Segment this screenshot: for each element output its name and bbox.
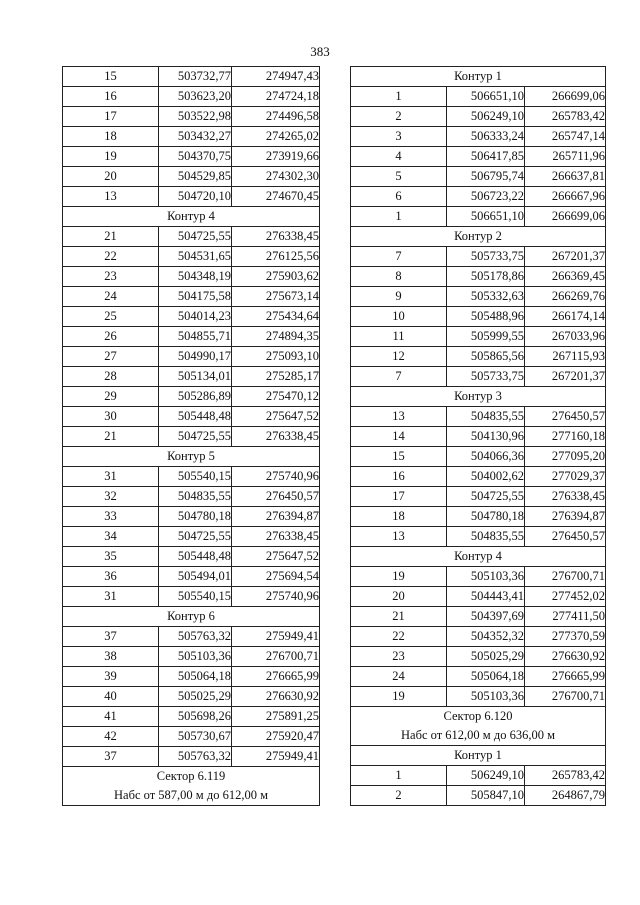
y-coordinate-cell: 266174,14 bbox=[525, 307, 606, 327]
point-number-cell: 27 bbox=[63, 347, 159, 367]
table-row bbox=[351, 307, 606, 327]
point-number-cell: 33 bbox=[63, 507, 159, 527]
x-coordinate-cell: 504780,18 bbox=[447, 507, 525, 527]
y-coordinate-cell: 275694,54 bbox=[232, 567, 320, 587]
table-row bbox=[63, 587, 320, 607]
table-row bbox=[63, 247, 320, 267]
x-coordinate-cell: 505178,86 bbox=[447, 267, 525, 287]
x-coordinate-cell: 505332,63 bbox=[447, 287, 525, 307]
point-number-cell: 32 bbox=[63, 487, 159, 507]
y-coordinate-cell: 276700,71 bbox=[232, 647, 320, 667]
x-coordinate-cell: 504175,58 bbox=[159, 287, 232, 307]
y-coordinate-cell: 265711,96 bbox=[525, 147, 606, 167]
x-coordinate-cell: 504370,75 bbox=[159, 147, 232, 167]
table-row bbox=[63, 527, 320, 547]
point-number-cell: 41 bbox=[63, 707, 159, 727]
x-coordinate-cell: 505064,18 bbox=[159, 667, 232, 687]
point-number-cell: 1 bbox=[351, 87, 447, 107]
point-number-cell: 21 bbox=[63, 427, 159, 447]
y-coordinate-cell: 276125,56 bbox=[232, 247, 320, 267]
y-coordinate-cell: 265783,42 bbox=[525, 107, 606, 127]
x-coordinate-cell: 505540,15 bbox=[159, 587, 232, 607]
point-number-cell: 24 bbox=[63, 287, 159, 307]
y-coordinate-cell: 266699,06 bbox=[525, 207, 606, 227]
x-coordinate-cell: 505865,56 bbox=[447, 347, 525, 367]
y-coordinate-cell: 276700,71 bbox=[525, 567, 606, 587]
y-coordinate-cell: 275949,41 bbox=[232, 747, 320, 767]
x-coordinate-cell: 504835,55 bbox=[447, 527, 525, 547]
table-row bbox=[63, 427, 320, 447]
point-number-cell: 14 bbox=[351, 427, 447, 447]
table-row bbox=[63, 147, 320, 167]
point-number-cell: 34 bbox=[63, 527, 159, 547]
table-row bbox=[63, 327, 320, 347]
y-coordinate-cell: 276450,57 bbox=[525, 407, 606, 427]
x-coordinate-cell: 504780,18 bbox=[159, 507, 232, 527]
table-row bbox=[63, 387, 320, 407]
table-row bbox=[63, 407, 320, 427]
y-coordinate-cell: 276450,57 bbox=[232, 487, 320, 507]
point-number-cell: 36 bbox=[63, 567, 159, 587]
y-coordinate-cell: 276450,57 bbox=[525, 527, 606, 547]
contour-header: Контур 3 bbox=[351, 387, 606, 407]
x-coordinate-cell: 504835,55 bbox=[447, 407, 525, 427]
y-coordinate-cell: 275740,96 bbox=[232, 467, 320, 487]
table-row bbox=[63, 487, 320, 507]
point-number-cell: 10 bbox=[351, 307, 447, 327]
x-coordinate-cell: 505540,15 bbox=[159, 467, 232, 487]
table-row bbox=[63, 707, 320, 727]
contour-header: Контур 4 bbox=[351, 547, 606, 567]
y-coordinate-cell: 277029,37 bbox=[525, 467, 606, 487]
table-row bbox=[63, 367, 320, 387]
y-coordinate-cell: 267201,37 bbox=[525, 247, 606, 267]
table-row bbox=[351, 367, 606, 387]
x-coordinate-cell: 505763,32 bbox=[159, 627, 232, 647]
table-row bbox=[63, 267, 320, 287]
y-coordinate-cell: 265783,42 bbox=[525, 766, 606, 786]
x-coordinate-cell: 506795,74 bbox=[447, 167, 525, 187]
table-row bbox=[351, 667, 606, 687]
contour-header: Контур 1 bbox=[351, 746, 606, 766]
y-coordinate-cell: 277452,02 bbox=[525, 587, 606, 607]
point-number-cell: 15 bbox=[63, 67, 159, 87]
table-row bbox=[63, 127, 320, 147]
point-number-cell: 20 bbox=[351, 587, 447, 607]
point-number-cell: 30 bbox=[63, 407, 159, 427]
x-coordinate-cell: 503732,77 bbox=[159, 67, 232, 87]
point-number-cell: 17 bbox=[351, 487, 447, 507]
x-coordinate-cell: 505847,10 bbox=[447, 786, 525, 806]
x-coordinate-cell: 505763,32 bbox=[159, 747, 232, 767]
table-row bbox=[351, 507, 606, 527]
y-coordinate-cell: 274947,43 bbox=[232, 67, 320, 87]
x-coordinate-cell: 505025,29 bbox=[447, 647, 525, 667]
x-coordinate-cell: 506417,85 bbox=[447, 147, 525, 167]
y-coordinate-cell: 264867,79 bbox=[525, 786, 606, 806]
table-row bbox=[63, 187, 320, 207]
point-number-cell: 21 bbox=[351, 607, 447, 627]
x-coordinate-cell: 504725,55 bbox=[159, 527, 232, 547]
y-coordinate-cell: 275673,14 bbox=[232, 287, 320, 307]
x-coordinate-cell: 504855,71 bbox=[159, 327, 232, 347]
point-number-cell: 11 bbox=[351, 327, 447, 347]
y-coordinate-cell: 276394,87 bbox=[525, 507, 606, 527]
x-coordinate-cell: 505488,96 bbox=[447, 307, 525, 327]
contour-header-row bbox=[351, 227, 606, 247]
y-coordinate-cell: 275903,62 bbox=[232, 267, 320, 287]
y-coordinate-cell: 277160,18 bbox=[525, 427, 606, 447]
point-number-cell: 2 bbox=[351, 786, 447, 806]
point-number-cell: 7 bbox=[351, 367, 447, 387]
point-number-cell: 15 bbox=[351, 447, 447, 467]
y-coordinate-cell: 265747,14 bbox=[525, 127, 606, 147]
x-coordinate-cell: 505103,36 bbox=[447, 567, 525, 587]
coordinates-table-right bbox=[350, 66, 606, 806]
point-number-cell: 4 bbox=[351, 147, 447, 167]
x-coordinate-cell: 506249,10 bbox=[447, 766, 525, 786]
x-coordinate-cell: 504066,36 bbox=[447, 447, 525, 467]
point-number-cell: 21 bbox=[63, 227, 159, 247]
table-row bbox=[351, 786, 606, 806]
y-coordinate-cell: 273919,66 bbox=[232, 147, 320, 167]
point-number-cell: 42 bbox=[63, 727, 159, 747]
y-coordinate-cell: 274265,02 bbox=[232, 127, 320, 147]
table-row bbox=[351, 347, 606, 367]
point-number-cell: 20 bbox=[63, 167, 159, 187]
point-number-cell: 31 bbox=[63, 587, 159, 607]
contour-header-row bbox=[63, 447, 320, 467]
point-number-cell: 5 bbox=[351, 167, 447, 187]
point-number-cell: 37 bbox=[63, 747, 159, 767]
point-number-cell: 13 bbox=[351, 407, 447, 427]
point-number-cell: 40 bbox=[63, 687, 159, 707]
point-number-cell: 18 bbox=[351, 507, 447, 527]
table-row bbox=[351, 527, 606, 547]
table-row bbox=[351, 107, 606, 127]
x-coordinate-cell: 505733,75 bbox=[447, 367, 525, 387]
table-row bbox=[351, 427, 606, 447]
sector-title: Сектор 6.119 bbox=[156, 769, 226, 783]
y-coordinate-cell: 266667,96 bbox=[525, 187, 606, 207]
contour-header: Контур 1 bbox=[351, 67, 606, 87]
x-coordinate-cell: 504002,62 bbox=[447, 467, 525, 487]
table-row bbox=[63, 727, 320, 747]
point-number-cell: 18 bbox=[63, 127, 159, 147]
x-coordinate-cell: 506651,10 bbox=[447, 207, 525, 227]
point-number-cell: 37 bbox=[63, 627, 159, 647]
point-number-cell: 35 bbox=[63, 547, 159, 567]
y-coordinate-cell: 275093,10 bbox=[232, 347, 320, 367]
x-coordinate-cell: 505733,75 bbox=[447, 247, 525, 267]
x-coordinate-cell: 504990,17 bbox=[159, 347, 232, 367]
y-coordinate-cell: 266637,81 bbox=[525, 167, 606, 187]
y-coordinate-cell: 267115,93 bbox=[525, 347, 606, 367]
table-row bbox=[351, 327, 606, 347]
point-number-cell: 2 bbox=[351, 107, 447, 127]
point-number-cell: 19 bbox=[351, 567, 447, 587]
table-row bbox=[351, 147, 606, 167]
point-number-cell: 13 bbox=[63, 187, 159, 207]
point-number-cell: 16 bbox=[63, 87, 159, 107]
point-number-cell: 31 bbox=[63, 467, 159, 487]
x-coordinate-cell: 504443,41 bbox=[447, 587, 525, 607]
x-coordinate-cell: 504397,69 bbox=[447, 607, 525, 627]
sector-header-row bbox=[63, 767, 320, 806]
table-row bbox=[63, 87, 320, 107]
point-number-cell: 24 bbox=[351, 667, 447, 687]
table-row bbox=[63, 107, 320, 127]
y-coordinate-cell: 276338,45 bbox=[232, 227, 320, 247]
point-number-cell: 8 bbox=[351, 267, 447, 287]
table-row bbox=[351, 467, 606, 487]
x-coordinate-cell: 505730,67 bbox=[159, 727, 232, 747]
x-coordinate-cell: 504352,32 bbox=[447, 627, 525, 647]
x-coordinate-cell: 505999,55 bbox=[447, 327, 525, 347]
point-number-cell: 12 bbox=[351, 347, 447, 367]
table-row bbox=[63, 567, 320, 587]
point-number-cell: 25 bbox=[63, 307, 159, 327]
point-number-cell: 16 bbox=[351, 467, 447, 487]
point-number-cell: 23 bbox=[63, 267, 159, 287]
y-coordinate-cell: 266699,06 bbox=[525, 87, 606, 107]
table-row bbox=[351, 587, 606, 607]
point-number-cell: 38 bbox=[63, 647, 159, 667]
y-coordinate-cell: 275920,47 bbox=[232, 727, 320, 747]
contour-header: Контур 6 bbox=[63, 607, 320, 627]
table-row bbox=[351, 687, 606, 707]
point-number-cell: 17 bbox=[63, 107, 159, 127]
x-coordinate-cell: 504529,85 bbox=[159, 167, 232, 187]
contour-header-row bbox=[351, 746, 606, 766]
y-coordinate-cell: 276665,99 bbox=[232, 667, 320, 687]
y-coordinate-cell: 274670,45 bbox=[232, 187, 320, 207]
sector-header-row bbox=[351, 707, 606, 746]
y-coordinate-cell: 274724,18 bbox=[232, 87, 320, 107]
y-coordinate-cell: 275470,12 bbox=[232, 387, 320, 407]
x-coordinate-cell: 504014,23 bbox=[159, 307, 232, 327]
x-coordinate-cell: 504725,55 bbox=[447, 487, 525, 507]
y-coordinate-cell: 276338,45 bbox=[232, 527, 320, 547]
x-coordinate-cell: 506723,22 bbox=[447, 187, 525, 207]
y-coordinate-cell: 276394,87 bbox=[232, 507, 320, 527]
x-coordinate-cell: 504720,10 bbox=[159, 187, 232, 207]
point-number-cell: 26 bbox=[63, 327, 159, 347]
table-row bbox=[63, 347, 320, 367]
contour-header-row bbox=[351, 387, 606, 407]
x-coordinate-cell: 506249,10 bbox=[447, 107, 525, 127]
x-coordinate-cell: 505134,01 bbox=[159, 367, 232, 387]
y-coordinate-cell: 276338,45 bbox=[525, 487, 606, 507]
y-coordinate-cell: 274894,35 bbox=[232, 327, 320, 347]
y-coordinate-cell: 276338,45 bbox=[232, 427, 320, 447]
table-row bbox=[351, 766, 606, 786]
y-coordinate-cell: 266369,45 bbox=[525, 267, 606, 287]
table-row bbox=[63, 647, 320, 667]
table-row bbox=[351, 167, 606, 187]
table-row bbox=[63, 167, 320, 187]
x-coordinate-cell: 503522,98 bbox=[159, 107, 232, 127]
x-coordinate-cell: 503623,20 bbox=[159, 87, 232, 107]
y-coordinate-cell: 266269,76 bbox=[525, 287, 606, 307]
table-row bbox=[351, 247, 606, 267]
table-row bbox=[63, 747, 320, 767]
y-coordinate-cell: 277370,59 bbox=[525, 627, 606, 647]
point-number-cell: 19 bbox=[351, 687, 447, 707]
y-coordinate-cell: 276665,99 bbox=[525, 667, 606, 687]
y-coordinate-cell: 277411,50 bbox=[525, 607, 606, 627]
table-row bbox=[63, 307, 320, 327]
table-row bbox=[351, 127, 606, 147]
table-row bbox=[63, 467, 320, 487]
x-coordinate-cell: 505448,48 bbox=[159, 407, 232, 427]
y-coordinate-cell: 276630,92 bbox=[525, 647, 606, 667]
y-coordinate-cell: 277095,20 bbox=[525, 447, 606, 467]
table-row bbox=[351, 207, 606, 227]
table-row bbox=[63, 547, 320, 567]
point-number-cell: 6 bbox=[351, 187, 447, 207]
sector-title: Сектор 6.120 bbox=[443, 709, 513, 723]
table-row bbox=[351, 267, 606, 287]
point-number-cell: 29 bbox=[63, 387, 159, 407]
x-coordinate-cell: 505103,36 bbox=[447, 687, 525, 707]
table-row bbox=[351, 607, 606, 627]
x-coordinate-cell: 504130,96 bbox=[447, 427, 525, 447]
y-coordinate-cell: 275949,41 bbox=[232, 627, 320, 647]
x-coordinate-cell: 505103,36 bbox=[159, 647, 232, 667]
point-number-cell: 13 bbox=[351, 527, 447, 547]
point-number-cell: 23 bbox=[351, 647, 447, 667]
point-number-cell: 22 bbox=[63, 247, 159, 267]
sector-height-range: Набс от 612,00 м до 636,00 м bbox=[401, 728, 555, 742]
y-coordinate-cell: 275740,96 bbox=[232, 587, 320, 607]
sector-height-range: Набс от 587,00 м до 612,00 м bbox=[114, 788, 268, 802]
table-row bbox=[351, 627, 606, 647]
point-number-cell: 19 bbox=[63, 147, 159, 167]
point-number-cell: 22 bbox=[351, 627, 447, 647]
y-coordinate-cell: 274302,30 bbox=[232, 167, 320, 187]
page-number: 383 bbox=[310, 44, 330, 59]
table-row bbox=[63, 67, 320, 87]
contour-header: Контур 2 bbox=[351, 227, 606, 247]
table-row bbox=[63, 687, 320, 707]
table-row bbox=[351, 567, 606, 587]
x-coordinate-cell: 505064,18 bbox=[447, 667, 525, 687]
table-row bbox=[63, 227, 320, 247]
contour-header: Контур 4 bbox=[63, 207, 320, 227]
sector-header bbox=[351, 707, 606, 746]
contour-header-row bbox=[63, 607, 320, 627]
x-coordinate-cell: 504725,55 bbox=[159, 427, 232, 447]
x-coordinate-cell: 504531,65 bbox=[159, 247, 232, 267]
sector-header bbox=[63, 767, 320, 806]
y-coordinate-cell: 276630,92 bbox=[232, 687, 320, 707]
x-coordinate-cell: 504348,19 bbox=[159, 267, 232, 287]
point-number-cell: 3 bbox=[351, 127, 447, 147]
y-coordinate-cell: 267201,37 bbox=[525, 367, 606, 387]
x-coordinate-cell: 504725,55 bbox=[159, 227, 232, 247]
table-row bbox=[351, 487, 606, 507]
y-coordinate-cell: 275891,25 bbox=[232, 707, 320, 727]
x-coordinate-cell: 504835,55 bbox=[159, 487, 232, 507]
x-coordinate-cell: 505698,26 bbox=[159, 707, 232, 727]
table-row bbox=[63, 667, 320, 687]
point-number-cell: 9 bbox=[351, 287, 447, 307]
table-row bbox=[63, 287, 320, 307]
x-coordinate-cell: 505448,48 bbox=[159, 547, 232, 567]
y-coordinate-cell: 274496,58 bbox=[232, 107, 320, 127]
table-row bbox=[351, 87, 606, 107]
x-coordinate-cell: 506333,24 bbox=[447, 127, 525, 147]
contour-header-row bbox=[351, 67, 606, 87]
table-row bbox=[63, 507, 320, 527]
point-number-cell: 1 bbox=[351, 207, 447, 227]
contour-header-row bbox=[63, 207, 320, 227]
table-row bbox=[351, 447, 606, 467]
contour-header: Контур 5 bbox=[63, 447, 320, 467]
x-coordinate-cell: 506651,10 bbox=[447, 87, 525, 107]
y-coordinate-cell: 275647,52 bbox=[232, 407, 320, 427]
x-coordinate-cell: 503432,27 bbox=[159, 127, 232, 147]
table-row bbox=[351, 287, 606, 307]
y-coordinate-cell: 267033,96 bbox=[525, 327, 606, 347]
table-row bbox=[351, 407, 606, 427]
x-coordinate-cell: 505494,01 bbox=[159, 567, 232, 587]
contour-header-row bbox=[351, 547, 606, 567]
table-row bbox=[63, 627, 320, 647]
coordinates-table-left bbox=[62, 66, 320, 806]
y-coordinate-cell: 276700,71 bbox=[525, 687, 606, 707]
table-row bbox=[351, 187, 606, 207]
point-number-cell: 7 bbox=[351, 247, 447, 267]
y-coordinate-cell: 275285,17 bbox=[232, 367, 320, 387]
y-coordinate-cell: 275647,52 bbox=[232, 547, 320, 567]
y-coordinate-cell: 275434,64 bbox=[232, 307, 320, 327]
point-number-cell: 39 bbox=[63, 667, 159, 687]
table-row bbox=[351, 647, 606, 667]
point-number-cell: 1 bbox=[351, 766, 447, 786]
x-coordinate-cell: 505286,89 bbox=[159, 387, 232, 407]
point-number-cell: 28 bbox=[63, 367, 159, 387]
x-coordinate-cell: 505025,29 bbox=[159, 687, 232, 707]
